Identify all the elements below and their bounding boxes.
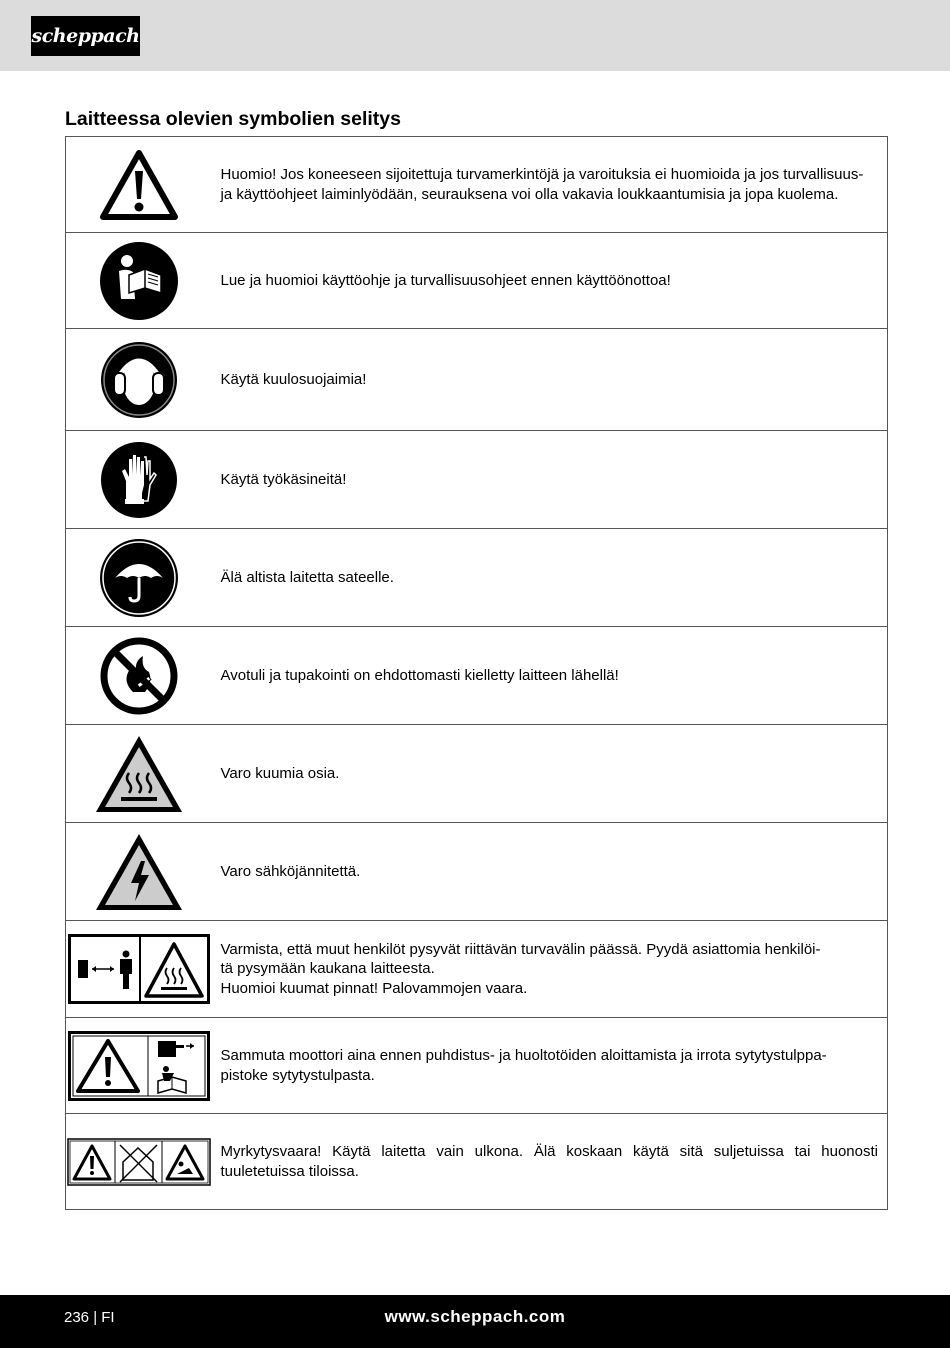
row-text-line: tä pysymään kaukana laitteesta.	[220, 960, 435, 978]
toxic-fumes-icon	[67, 1138, 211, 1186]
read-manual-icon	[99, 241, 179, 321]
page-number: 236 | FI	[64, 1309, 115, 1326]
icon-cell	[66, 1114, 213, 1210]
row-text	[213, 921, 888, 1018]
icon-cell	[66, 627, 213, 725]
table-row	[66, 137, 888, 233]
icon-cell	[66, 725, 213, 823]
icon-cell	[66, 823, 213, 921]
engine-off-maintenance-icon	[68, 1031, 210, 1101]
table-row	[66, 627, 888, 725]
warning-triangle-icon	[99, 149, 179, 221]
row-text: Käytä kuulosuojaimia!	[213, 329, 888, 431]
gloves-icon	[100, 441, 178, 519]
icon-cell	[66, 137, 213, 233]
table-row	[66, 431, 888, 529]
row-text: Varo sähköjännitettä.	[213, 823, 888, 921]
icon-cell	[66, 529, 213, 627]
icon-cell	[66, 431, 213, 529]
keep-distance-hot-icon	[68, 934, 210, 1004]
scheppach-logo	[31, 16, 140, 56]
table-row	[66, 1018, 888, 1114]
row-text: Varo kuumia osia.	[213, 725, 888, 823]
row-text	[213, 1018, 888, 1114]
website-url: www.scheppach.com	[384, 1307, 566, 1326]
row-text-line: Sammuta moottori aina ennen puhdistus- ja huoltotöiden aloittamista ja irrota sytytystulppa-	[220, 1047, 827, 1064]
hot-surface-icon	[93, 733, 185, 815]
header-band	[0, 0, 950, 71]
table-row	[66, 233, 888, 329]
no-fire-icon	[99, 636, 179, 716]
icon-cell	[66, 233, 213, 329]
symbols-table	[65, 136, 888, 1210]
high-voltage-icon	[93, 831, 185, 913]
icon-cell	[66, 921, 213, 1018]
row-text: Huomio! Jos koneeseen sijoitettuja turvamerkintöjä ja varoituksia ei huomioida ja jos turvallisuus- ja käyttöohjeet laiminlyödään, seurauksena voi olla vakavia loukkaantumisia ja jopa kuolema.	[213, 137, 888, 233]
page-title: Laitteessa olevien symbolien selitys	[65, 108, 401, 130]
row-text: Älä altista laitetta sateelle.	[213, 529, 888, 627]
table-row	[66, 921, 888, 1018]
row-text: Myrkytysvaara! Käytä laitetta vain ulkona. Älä koskaan käytä sitä suljetuissa tai huonosti tuuletetuissa tiloissa.	[213, 1114, 888, 1210]
table-row	[66, 823, 888, 921]
table-row	[66, 725, 888, 823]
row-text: Lue ja huomioi käyttöohje ja turvallisuusohjeet ennen käyttöönottoa!	[213, 233, 888, 329]
table-row	[66, 329, 888, 431]
table-row	[66, 529, 888, 627]
row-text-line: Huomioi kuumat pinnat! Palovammojen vaara.	[220, 979, 528, 997]
icon-cell	[66, 329, 213, 431]
row-text-line: pistoke sytytystulpasta.	[220, 1066, 375, 1084]
table-row	[66, 1114, 888, 1210]
umbrella-icon	[99, 538, 179, 618]
logo-text: scheppach	[31, 25, 140, 47]
ear-protection-icon	[100, 341, 178, 419]
row-text-line: Varmista, että muut henkilöt pysyvät riittävän turvavälin päässä. Pyydä asiattomia henkilöi-	[220, 940, 821, 958]
row-text: Avotuli ja tupakointi on ehdottomasti kielletty laitteen lähellä!	[213, 627, 888, 725]
icon-cell	[66, 1018, 213, 1114]
row-text: Käytä työkäsineitä!	[213, 431, 888, 529]
